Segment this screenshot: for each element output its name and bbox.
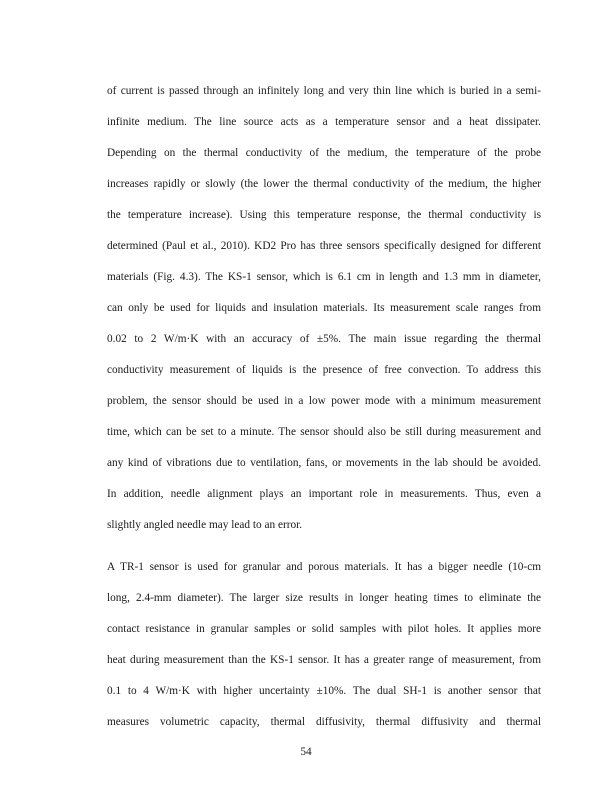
text-line: 0.02 to 2 W/m·K with an accuracy of ±5%. The main issue regarding the thermal xyxy=(107,333,541,345)
text-line: determined (Paul et al., 2010). KD2 Pro has three sensors specifically designed for different xyxy=(107,240,541,252)
text-line: 0.1 to 4 W/m·K with higher uncertainty ±10%. The dual SH-1 is another sensor that xyxy=(107,685,541,697)
page-number: 54 xyxy=(300,746,312,758)
text-line: Depending on the thermal conductivity of the medium, the temperature of the probe xyxy=(107,147,541,159)
text-line: of current is passed through an infinitely long and very thin line which is buried in a semi- xyxy=(107,85,541,97)
text-line: In addition, needle alignment plays an important role in measurements. Thus, even a xyxy=(107,488,541,500)
text-line: A TR-1 sensor is used for granular and porous materials. It has a bigger needle (10-cm xyxy=(107,561,541,573)
text-line: increases rapidly or slowly (the lower the thermal conductivity of the medium, the higher xyxy=(107,178,541,190)
text-line: any kind of vibrations due to ventilation, fans, or movements in the lab should be avoided. xyxy=(107,457,541,469)
text-line: measures volumetric capacity, thermal diffusivity, thermal diffusivity and thermal xyxy=(107,716,541,728)
text-line: problem, the sensor should be used in a low power mode with a minimum measurement xyxy=(107,395,541,407)
text-line: time, which can be set to a minute. The sensor should also be still during measurement and xyxy=(107,426,541,438)
text-line: infinite medium. The line source acts as a temperature sensor and a heat dissipater. xyxy=(107,116,541,128)
text-line: heat during measurement than the KS-1 sensor. It has a greater range of measurement, from xyxy=(107,654,541,666)
text-line: the temperature increase). Using this temperature response, the thermal conductivity is xyxy=(107,209,541,221)
text-line: long, 2.4-mm diameter). The larger size results in longer heating times to eliminate the xyxy=(107,592,541,604)
text-line: materials (Fig. 4.3). The KS-1 sensor, which is 6.1 cm in length and 1.3 mm in diameter, xyxy=(107,271,541,283)
text-line: contact resistance in granular samples or solid samples with pilot holes. It applies more xyxy=(107,623,541,635)
text-line: slightly angled needle may lead to an error. xyxy=(107,519,303,531)
text-line: can only be used for liquids and insulation materials. Its measurement scale ranges from xyxy=(107,302,541,314)
text-line: conductivity measurement of liquids is the presence of free convection. To address this xyxy=(107,364,541,376)
